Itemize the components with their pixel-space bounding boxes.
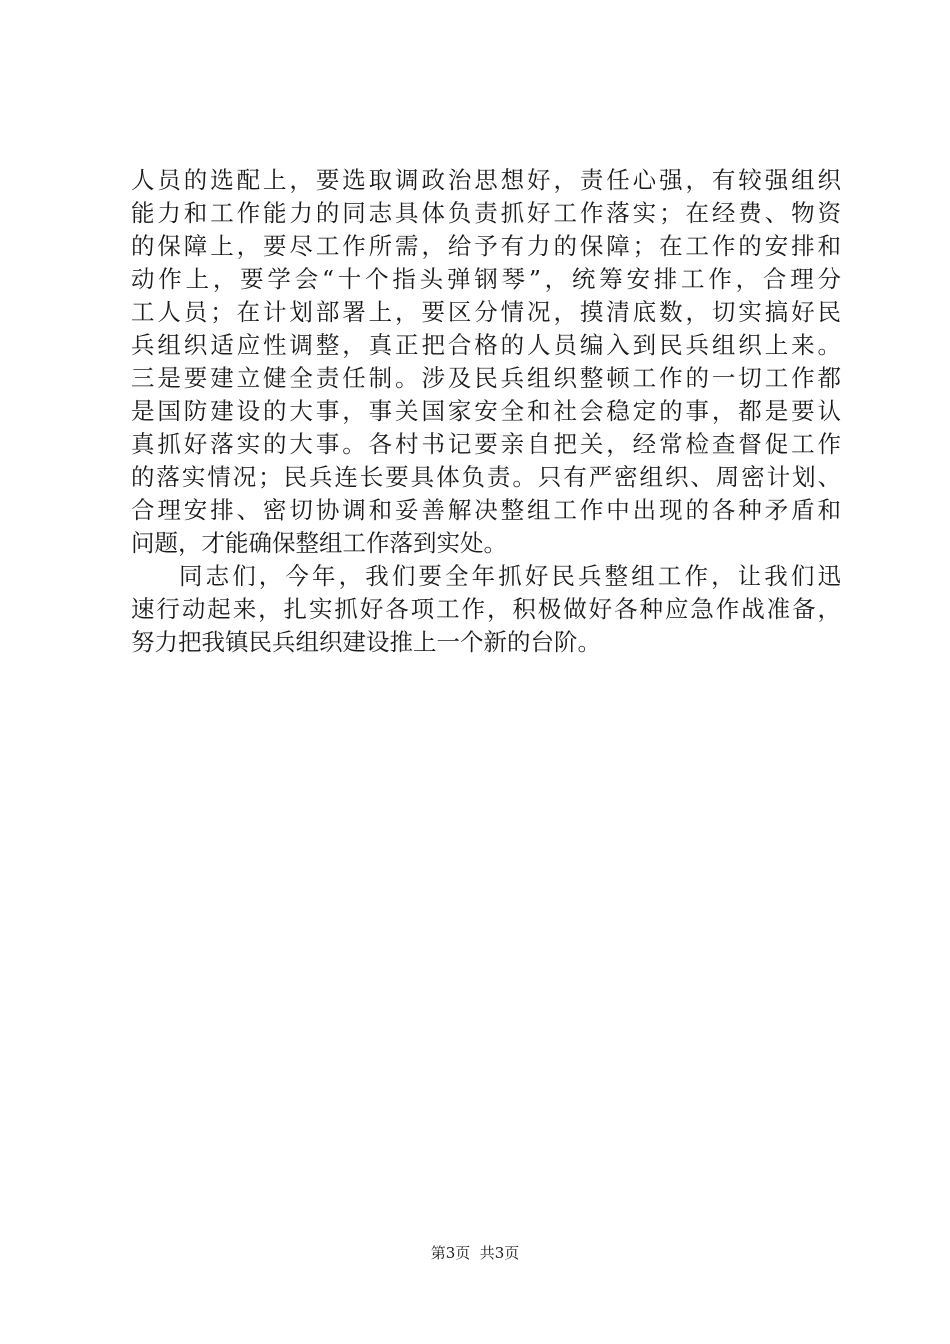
text-line: 的保障上，要尽工作所需，给予有力的保障；在工作的安排和 [131,232,841,260]
text-line: 的落实情况；民兵连长要具体负责。只有严密组织、周密计划、 [131,463,841,491]
text-line: 兵组织适应性调整，真正把合格的人员编入到民兵组织上来。 [131,331,841,359]
page-number-label: 第3页 共3页 [430,1244,520,1262]
paragraph [131,560,841,659]
text-line: 动作上，要学会“十个指头弹钢琴”，统筹安排工作，合理分 [131,265,841,293]
document-body [131,164,841,659]
text-line: 能力和工作能力的同志具体负责抓好工作落实；在经费、物资 [131,199,841,227]
text-line: 问题，才能确保整组工作落到实处。 [131,529,507,557]
paragraph [131,164,841,560]
text-line: 是国防建设的大事，事关国家安全和社会稳定的事，都是要认 [131,397,841,425]
page-footer [0,1243,950,1263]
text-line: 努力把我镇民兵组织建设推上一个新的台阶。 [131,628,601,656]
text-line: 人员的选配上，要选取调政治思想好，责任心强，有较强组织 [131,166,841,194]
text-line: 工人员；在计划部署上，要区分情况，摸清底数，切实搞好民 [131,298,841,326]
text-line: 真抓好落实的大事。各村书记要亲自把关，经常检查督促工作 [131,430,841,458]
text-line: 同志们，今年，我们要全年抓好民兵整组工作，让我们迅 [179,562,841,590]
text-line: 合理安排、密切协调和妥善解决整组工作中出现的各种矛盾和 [131,496,841,524]
text-line: 速行动起来，扎实抓好各项工作，积极做好各种应急作战准备， [131,595,841,623]
text-line: 三是要建立健全责任制。涉及民兵组织整顿工作的一切工作都 [131,364,841,392]
